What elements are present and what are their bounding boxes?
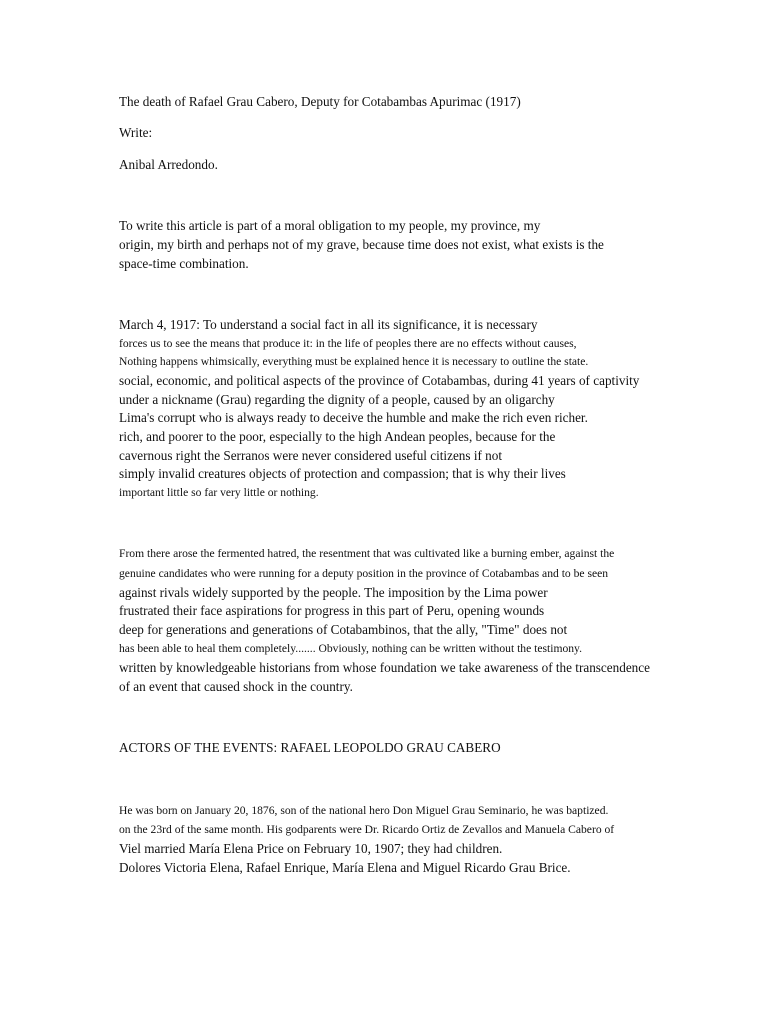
text-line: rich, and poorer to the poor, especially to the high Andean peoples, because for the (119, 429, 556, 444)
document-title: The death of Rafael Grau Cabero, Deputy for Cotabambas Apurimac (1917) (119, 94, 521, 109)
text-line: He was born on January 20, 1876, son of the national hero Don Miguel Grau Seminario, he was baptized. (119, 804, 609, 817)
text-line: on the 23rd of the same month. His godparents were Dr. Ricardo Ortiz de Zevallos and Manuela Cabero of (119, 823, 615, 836)
text-line: frustrated their face aspirations for progress in this part of Peru, opening wounds (119, 603, 545, 618)
text-line: against rivals widely supported by the people. The imposition by the Lima power (119, 585, 548, 600)
text-line: Viel married María Elena Price on February 10, 1907; they had children. (119, 841, 503, 856)
text-line: under a nickname (Grau) regarding the dignity of a people, caused by an oligarchy (119, 392, 555, 407)
text-line: Dolores Victoria Elena, Rafael Enrique, María Elena and Miguel Ricardo Grau Brice. (119, 860, 571, 875)
section-heading: ACTORS OF THE EVENTS: RAFAEL LEOPOLDO GRAU CABERO (119, 740, 501, 755)
text-line: Nothing happens whimsically, everything must be explained hence it is necessary to outline the state. (119, 355, 589, 368)
text-line: has been able to heal them completely....... Obviously, nothing can be written without the testimony. (119, 642, 583, 655)
text-line: To write this article is part of a moral obligation to my people, my province, my (119, 218, 541, 233)
write-label: Write: (119, 125, 153, 140)
text-line: March 4, 1917: To understand a social fact in all its significance, it is necessary (119, 317, 538, 332)
text-line: forces us to see the means that produce it: in the life of peoples there are no effects without causes, (119, 337, 577, 350)
text-line: Lima's corrupt who is always ready to deceive the humble and make the rich even richer. (119, 410, 588, 425)
author-name: Anibal Arredondo. (119, 157, 218, 172)
text-line: simply invalid creatures objects of protection and compassion; that is why their lives (119, 466, 566, 481)
text-line: of an event that caused shock in the country. (119, 679, 353, 694)
text-line: space-time combination. (119, 256, 249, 271)
text-line: cavernous right the Serranos were never considered useful citizens if not (119, 448, 503, 463)
text-line: social, economic, and political aspects of the province of Cotabambas, during 41 years of captivity (119, 373, 640, 388)
text-line: origin, my birth and perhaps not of my grave, because time does not exist, what exists is the (119, 237, 604, 252)
text-line: important little so far very little or nothing. (119, 486, 319, 499)
text-line: genuine candidates who were running for a deputy position in the province of Cotabambas and to be seen (119, 567, 609, 580)
text-line: From there arose the fermented hatred, the resentment that was cultivated like a burning ember, against the (119, 547, 615, 560)
text-line: deep for generations and generations of Cotabambinos, that the ally, "Time" does not (119, 622, 568, 637)
text-line: written by knowledgeable historians from whose foundation we take awareness of the transcendence (119, 660, 650, 675)
